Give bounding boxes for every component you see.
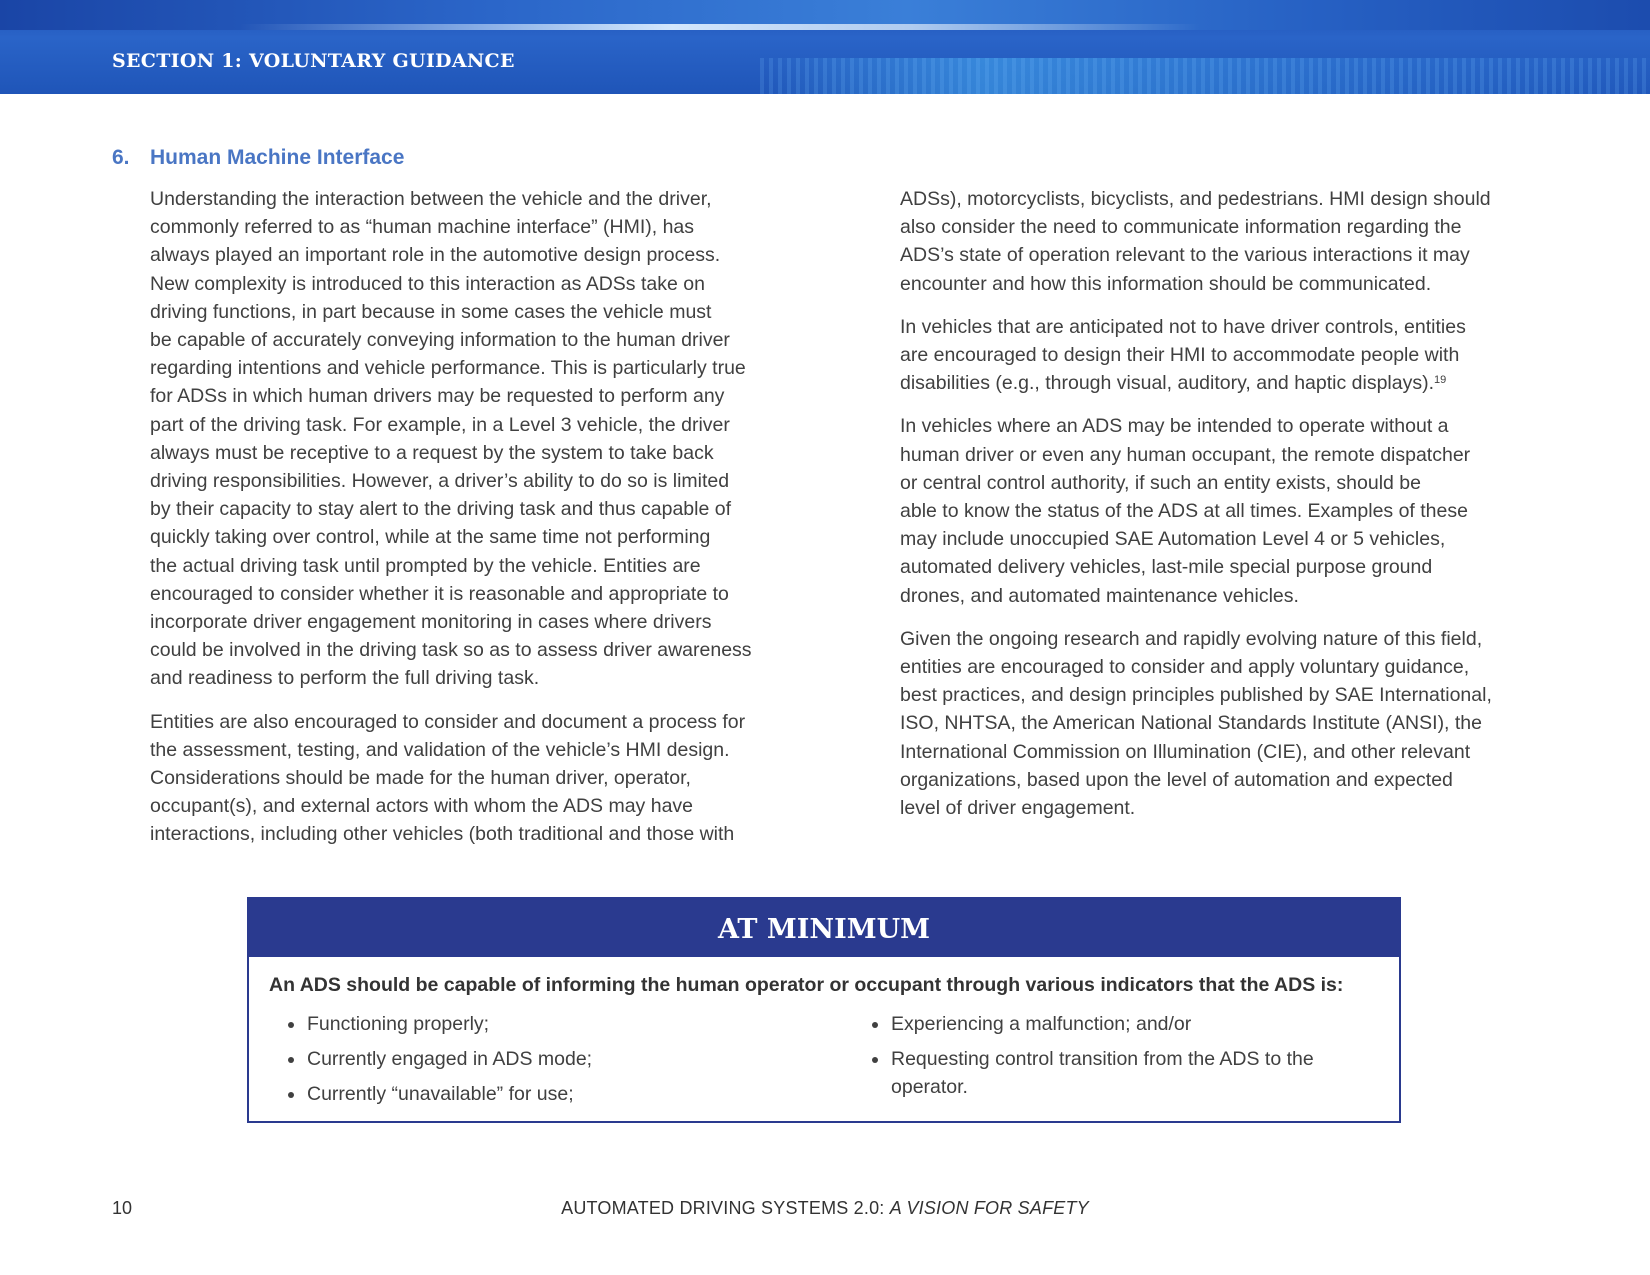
header-banner	[0, 0, 1650, 94]
text-line: incorporate driver engagement monitoring in cases where drivers	[150, 611, 712, 634]
text-line: ISO, NHTSA, the American National Standards Institute (ANSI), the	[900, 712, 1483, 735]
page-number: 10	[112, 1198, 133, 1218]
text-line: could be involved in the driving task so as to assess driver awareness	[150, 639, 752, 662]
right-paragraph-3	[900, 412, 1550, 609]
text-line: International Commission on Illumination (CIE), and other relevant	[900, 740, 1471, 763]
at-minimum-box	[247, 897, 1401, 1123]
text-line: or central control authority, if such an entity exists, should be	[900, 471, 1421, 494]
list-item: Functioning properly;	[287, 1010, 787, 1038]
text-line: ADS’s state of operation relevant to the various interactions it may	[900, 244, 1470, 267]
text-line: entities are encouraged to consider and apply voluntary guidance,	[900, 656, 1470, 679]
text-line: New complexity is introduced to this interaction as ADSs take on	[150, 272, 705, 295]
right-paragraph-1	[900, 185, 1550, 298]
text-line: In vehicles that are anticipated not to have driver controls, entities	[900, 315, 1466, 338]
text-line: drones, and automated maintenance vehicles.	[900, 584, 1299, 607]
header-light-streak	[240, 24, 1200, 30]
footer-doc-title	[0, 1198, 1650, 1219]
text-line: for ADSs in which human drivers may be requested to perform any	[150, 385, 725, 408]
text-line: regarding intentions and vehicle performance. This is particularly true	[150, 357, 746, 380]
text-line: commonly referred to as “human machine interface” (HMI), has	[150, 216, 695, 239]
text-line: interactions, including other vehicles (both traditional and those with	[150, 823, 735, 846]
text-line: may include unoccupied SAE Automation Level 4 or 5 vehicles,	[900, 528, 1446, 551]
text-line: organizations, based upon the level of automation and expected	[900, 768, 1453, 791]
text-line: and readiness to perform the full driving task.	[150, 667, 540, 690]
left-column	[150, 185, 800, 864]
left-paragraph-2	[150, 708, 800, 849]
text-line: encouraged to consider whether it is reasonable and appropriate to	[150, 582, 729, 605]
text-line: Requesting control transition from the ADS to the	[891, 1048, 1314, 1070]
list-item: Currently engaged in ADS mode;	[287, 1045, 787, 1073]
header-pixel-pattern	[760, 58, 1650, 94]
text-line: Understanding the interaction between the vehicle and the driver,	[150, 188, 712, 210]
text-line: best practices, and design principles published by SAE International,	[900, 684, 1492, 707]
list-item: Currently “unavailable” for use;	[287, 1080, 787, 1108]
text-line: operator.	[891, 1076, 968, 1098]
text-line: be capable of accurately conveying information to the human driver	[150, 329, 730, 352]
text-segment: disabilities (e.g., through visual, auditory, and haptic displays).	[900, 372, 1435, 395]
right-column	[900, 185, 1550, 837]
text-line: encounter and how this information should be communicated.	[900, 272, 1432, 295]
text-line: always must be receptive to a request by the system to take back	[150, 441, 714, 464]
text-line: ADSs), motorcyclists, bicyclists, and pedestrians. HMI design should	[900, 188, 1491, 210]
text-line	[900, 369, 1550, 397]
text-line: occupant(s), and external actors with whom the ADS may have	[150, 795, 694, 818]
list-item: Experiencing a malfunction; and/or	[871, 1010, 1341, 1038]
list-item	[871, 1045, 1341, 1101]
text-line: driving functions, in part because in some cases the vehicle must	[150, 300, 712, 323]
footnote-marker[interactable]: 19	[1434, 374, 1447, 387]
text-line: quickly taking over control, while at the same time not performing	[150, 526, 711, 549]
text-line: able to know the status of the ADS at all times. Examples of these	[900, 500, 1468, 523]
text-line: driving responsibilities. However, a driver’s ability to do so is limited	[150, 470, 730, 493]
doc-title-italic: A VISION FOR SAFETY	[889, 1198, 1089, 1218]
text-line: Given the ongoing research and rapidly evolving nature of this field,	[900, 627, 1483, 650]
section-title: Human Machine Interface	[150, 146, 405, 169]
right-paragraph-2	[900, 313, 1550, 398]
at-minimum-heading: AT MINIMUM	[249, 899, 1399, 957]
text-line: the actual driving task until prompted by the vehicle. Entities are	[150, 554, 701, 577]
text-line: by their capacity to stay alert to the driving task and thus capable of	[150, 498, 731, 521]
left-paragraph-1	[150, 185, 800, 693]
text-line: always played an important role in the automotive design process.	[150, 244, 721, 267]
text-line: Considerations should be made for the human driver, operator,	[150, 767, 691, 790]
text-line: are encouraged to design their HMI to accommodate people with	[900, 344, 1460, 367]
doc-title-main: AUTOMATED DRIVING SYSTEMS 2.0:	[561, 1198, 890, 1218]
text-line: In vehicles where an ADS may be intended to operate without a	[900, 415, 1449, 438]
text-line: part of the driving task. For example, in a Level 3 vehicle, the driver	[150, 413, 730, 436]
right-paragraph-4	[900, 625, 1550, 822]
text-line: also consider the need to communicate information regarding the	[900, 216, 1462, 239]
section-label: SECTION 1: VOLUNTARY GUIDANCE	[112, 50, 515, 72]
text-line: human driver or even any human occupant, the remote dispatcher	[900, 443, 1471, 466]
text-line: level of driver engagement.	[900, 797, 1136, 820]
text-line: automated delivery vehicles, last-mile special purpose ground	[900, 556, 1433, 579]
section-number: 6.	[112, 146, 130, 169]
at-minimum-intro: An ADS should be capable of informing the human operator or occupant through various indicators that the ADS is:	[269, 974, 1344, 996]
text-line: the assessment, testing, and validation of the vehicle’s HMI design.	[150, 738, 730, 761]
at-minimum-list-right	[871, 1010, 1341, 1108]
section-heading	[112, 146, 404, 170]
at-minimum-list-left	[287, 1010, 787, 1115]
text-line: Entities are also encouraged to consider and document a process for	[150, 710, 746, 733]
